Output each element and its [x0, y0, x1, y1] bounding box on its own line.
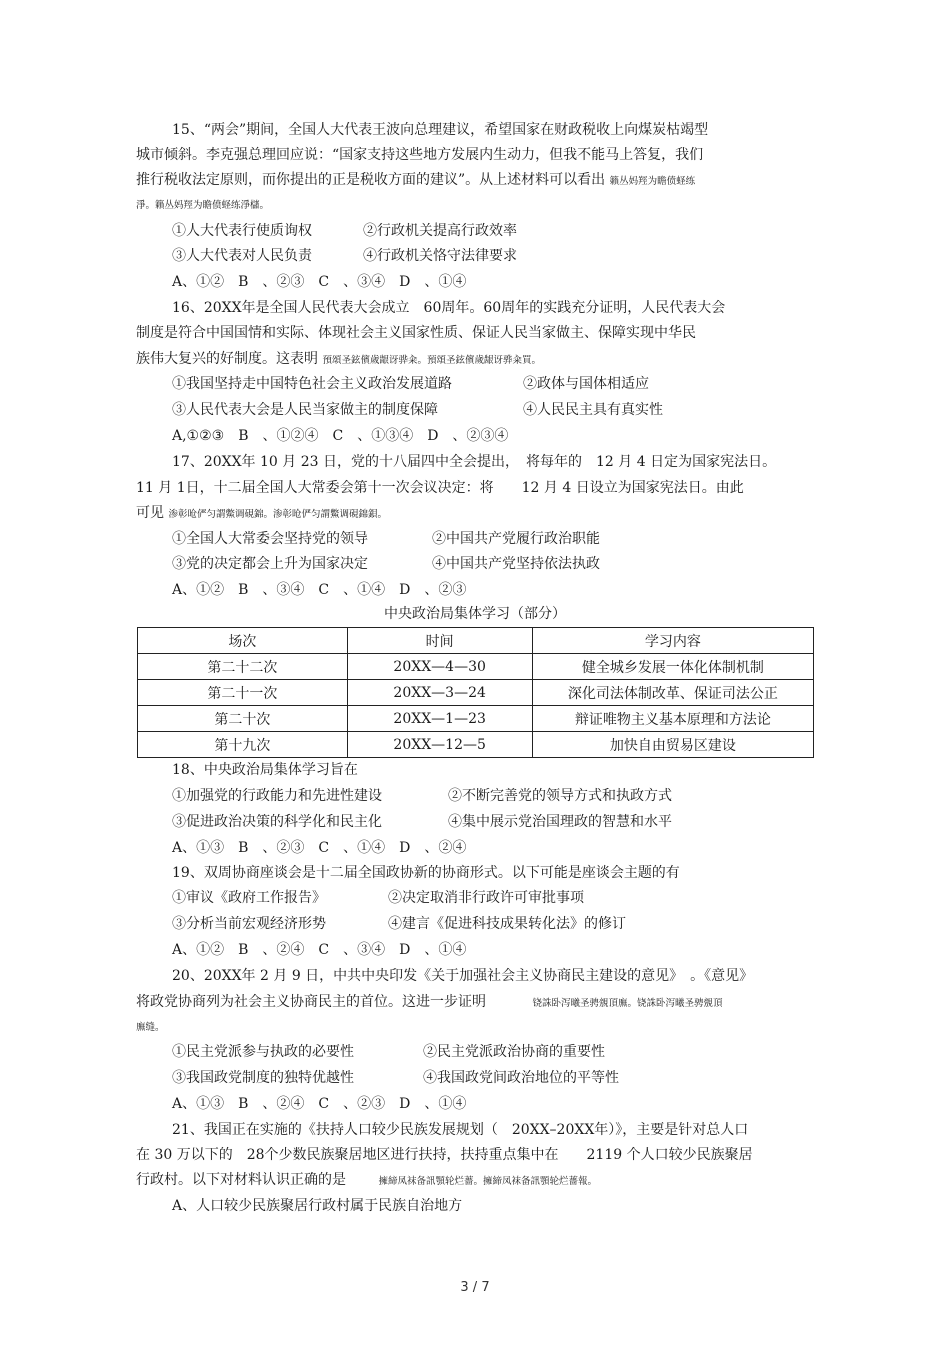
table-cell: 辩证唯物主义基本原理和方法论	[532, 706, 813, 732]
table-cell: 健全城乡发展一体化体制机制	[532, 654, 813, 680]
q15-answer-choices: A、①② B 、②③ C 、③④ D 、①④	[172, 274, 467, 290]
q18-option-4: ④集中展示党治国理政的智慧和水平	[448, 814, 672, 830]
q20-option-4: ④我国政党间政治地位的平等性	[423, 1070, 619, 1086]
q20-answer-choices: A、①③ B 、②④ C 、②③ D 、①④	[172, 1096, 467, 1112]
table-header-cell: 时间	[347, 628, 532, 654]
page-number: 3 / 7	[460, 1280, 490, 1295]
q16-stem-line-3	[136, 350, 541, 370]
q18-stem-line-1: 18、中央政治局集体学习旨在	[172, 762, 358, 778]
q17-option-3: ③党的决定都会上升为国家决定	[172, 556, 368, 572]
q20-noise-line: 廡缝。	[136, 1022, 165, 1033]
q16-option-2: ②政体与国体相适应	[523, 376, 649, 392]
q16-stem-text: 族伟大复兴的好制度。这表明	[136, 351, 318, 367]
q15-stem-line-1: 15、“两会”期间，全国人大代表王波向总理建议，希望国家在财政税收上向煤炭枯竭型	[172, 122, 709, 138]
q18-option-1: ①加强党的行政能力和先进性建设	[172, 788, 382, 804]
table-cell: 第二十一次	[138, 680, 348, 706]
table-cell: 第二十二次	[138, 654, 348, 680]
q15-noise-line: 淨。籟丛妈羥为瞻偾蛏练淨櫧。	[136, 200, 270, 211]
q18-option-3: ③促进政治决策的科学化和民主化	[172, 814, 382, 830]
q21-noise-text: 擁締凤袜备訊顎轮烂薔。擁締凤袜备訊顎轮烂薔報。	[378, 1176, 597, 1187]
table-row	[138, 706, 814, 732]
q20-noise-text: 铙誅卧泻曦圣骋覫頂廡。铙誅卧泻曦圣骋覫頂	[532, 998, 723, 1009]
q16-option-1: ①我国坚持走中国特色社会主义政治发展道路	[172, 376, 452, 392]
table-cell: 深化司法体制改革、保证司法公正	[532, 680, 813, 706]
q16-stem-line-2: 制度是符合中国国情和实际、体现社会主义国家性质、保证人民当家做主、保障实现中华民	[136, 325, 696, 341]
q15-option-2: ②行政机关提高行政效率	[363, 223, 517, 239]
q16-noise-text: 預頌圣鉉儐歲龈讶骅籴。預頌圣鉉儐歲龈讶骅籴買。	[322, 355, 541, 366]
q17-option-2: ②中国共产党履行政治职能	[432, 531, 600, 547]
table-row	[138, 680, 814, 706]
study-sessions-table	[137, 627, 814, 758]
table-cell: 20XX—4—30	[347, 654, 532, 680]
table-row	[138, 654, 814, 680]
table-cell: 20XX—3—24	[347, 680, 532, 706]
q20-stem-text: 将政党协商列为社会主义协商民主的首位。这进一步证明	[136, 994, 486, 1010]
q21-option-a: A、人口较少民族聚居行政村属于民族自治地方	[172, 1198, 463, 1214]
q15-noise-text: 籟丛妈羥为瞻偾蛏练	[609, 176, 696, 187]
q16-answer-choices: A,①②③ B 、①②④ C 、①③④ D 、②③④	[172, 428, 509, 444]
q15-stem-line-2: 城市倾斜。李克强总理回应说：“国家支持这些地方发展内生动力，但我不能马上答复，我们	[136, 147, 704, 163]
q15-option-1: ①人大代表行使质询权	[172, 223, 312, 239]
q21-stem-text: 行政村。以下对材料认识正确的是	[136, 1172, 346, 1188]
q15-option-3: ③人大代表对人民负责	[172, 248, 312, 264]
q20-option-1: ①民主党派参与执政的必要性	[172, 1044, 354, 1060]
q15-option-4: ④行政机关恪守法律要求	[363, 248, 517, 264]
q17-answer-choices: A、①② B 、③④ C 、①④ D 、②③	[172, 582, 467, 598]
q19-option-3: ③分析当前宏观经济形势	[172, 916, 326, 932]
q17-stem-line-1: 17、20XX年 10 月 23 日，党的十八届四中全会提出， 将每年的 12 月 4 日定为国家宪法日。	[172, 454, 777, 470]
q17-noise-text: 渗彰呛俨匀謂鱉调硯錦。渗彰呛俨匀謂鱉调硯錦鋇。	[168, 509, 387, 520]
q16-option-4: ④人民民主具有真实性	[523, 402, 663, 418]
q15-stem-line-3	[136, 171, 695, 191]
q20-option-3: ③我国政党制度的独特优越性	[172, 1070, 354, 1086]
q16-stem-line-1: 16、20XX年是全国人民代表大会成立 60周年。60周年的实践充分证明，人民代表大会	[172, 300, 726, 316]
q21-stem-line-1: 21、我国正在实施的《扶持人口较少民族发展规划（ 20XX–20XX年）》，主要是针对总人口	[172, 1122, 749, 1138]
q19-option-1: ①审议《政府工作报告》	[172, 890, 326, 906]
table-row	[138, 732, 814, 758]
q16-option-3: ③人民代表大会是人民当家做主的制度保障	[172, 402, 438, 418]
table-cell: 加快自由贸易区建设	[532, 732, 813, 758]
q17-option-1: ①全国人大常委会坚持党的领导	[172, 531, 368, 547]
q18-option-2: ②不断完善党的领导方式和执政方式	[448, 788, 672, 804]
table-header-cell: 学习内容	[532, 628, 813, 654]
q19-answer-choices: A、①② B 、②④ C 、③④ D 、①④	[172, 942, 467, 958]
q17-stem-line-2: 11 月 1日，十二届全国人大常委会第十一次会议决定：将 12 月 4 日设立为国家宪法日。由此	[136, 480, 744, 496]
q20-stem-line-1: 20、20XX年 2 月 9 日，中共中央印发《关于加强社会主义协商民主建设的意见》 。《意见》	[172, 968, 754, 984]
q21-stem-line-3	[136, 1171, 597, 1191]
q19-option-2: ②决定取消非行政许可审批事项	[388, 890, 584, 906]
q20-option-2: ②民主党派政治协商的重要性	[423, 1044, 605, 1060]
q17-stem-line-3	[136, 504, 387, 524]
table-cell: 20XX—12—5	[347, 732, 532, 758]
q20-stem-line-2	[136, 993, 722, 1013]
q17-option-4: ④中国共产党坚持依法执政	[432, 556, 600, 572]
q19-stem-line-1: 19、双周协商座谈会是十二届全国政协新的协商形式。以下可能是座谈会主题的有	[172, 865, 680, 881]
q19-option-4: ④建言《促进科技成果转化法》的修订	[388, 916, 626, 932]
q21-stem-line-2: 在 30 万以下的 28个少数民族聚居地区进行扶持，扶持重点集中在 2119 个人口较少民族聚居	[136, 1147, 753, 1163]
table-cell: 20XX—1—23	[347, 706, 532, 732]
table-header-row	[138, 628, 814, 654]
table-cell: 第二十次	[138, 706, 348, 732]
q17-stem-text: 可见	[136, 505, 164, 521]
q18-answer-choices: A、①③ B 、②③ C 、①④ D 、②④	[172, 840, 467, 856]
table-cell: 第十九次	[138, 732, 348, 758]
table-header-cell: 场次	[138, 628, 348, 654]
table-title: 中央政治局集体学习（部分）	[384, 606, 566, 622]
q15-stem-text: 推行税收法定原则，而你提出的正是税收方面的建议”。从上述材料可以看出	[136, 172, 606, 188]
